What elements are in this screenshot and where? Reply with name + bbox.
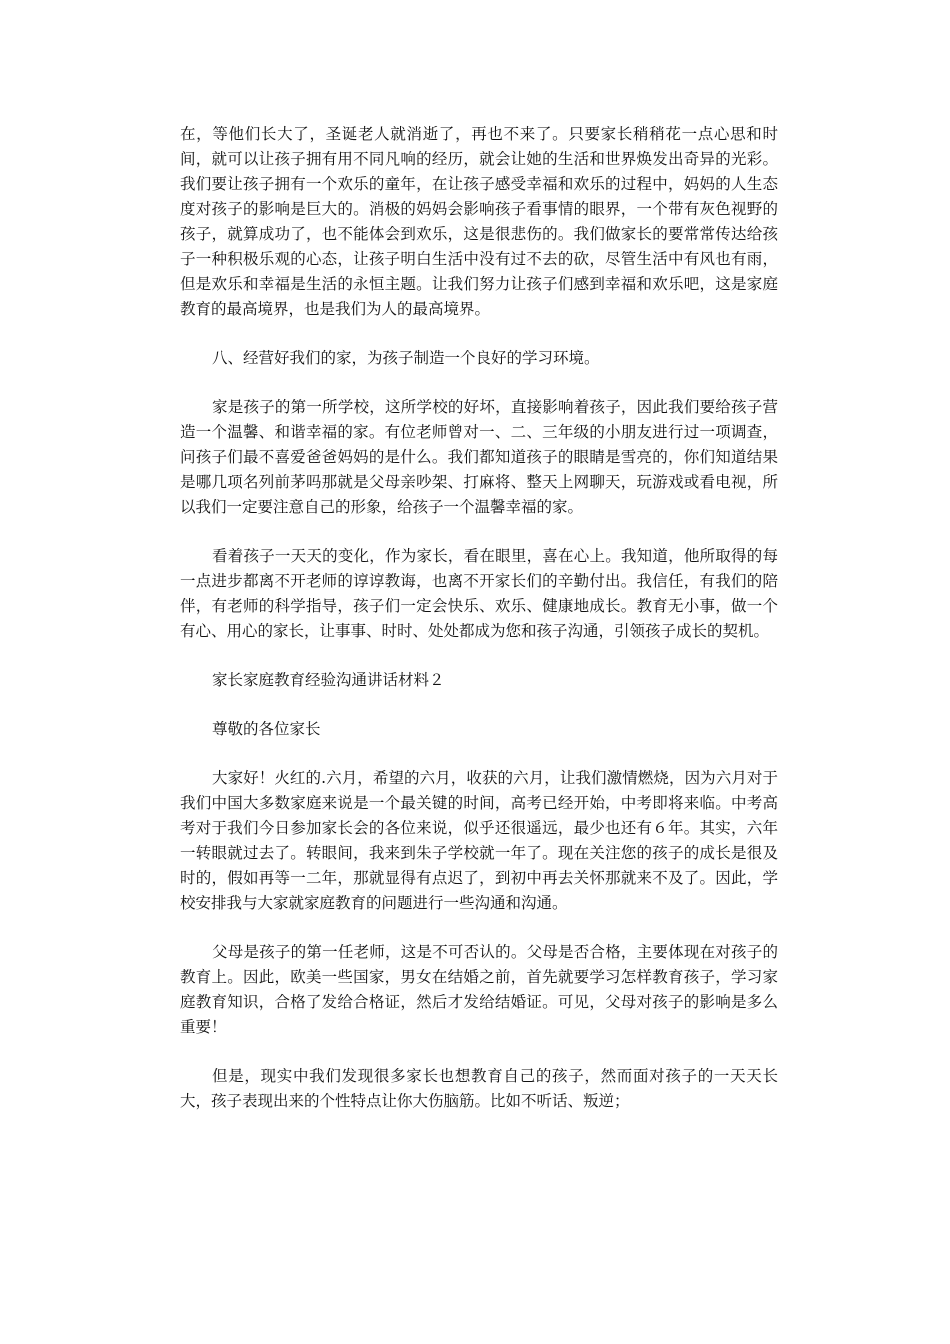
paragraph-happiness-conclusion: 在，等他们长大了，圣诞老人就消逝了，再也不来了。只要家长稍稍花一点心思和时间，就可以让孩子拥有用不同凡响的经历，就会让她的生活和世界焕发出奇异的光彩。我们要让孩子拥有一个欢乐的童年，在让孩子感受幸福和欢乐的过程中，妈妈的人生态度对孩子的影响是巨大的。消极的妈妈会影响孩子看事情的眼界，一个带有灰色视野的孩子，就算成功了，也不能体会到欢乐，这是很悲伤的。我们做家长的要常常传达给孩子一种积极乐观的心态，让孩子明白生活中没有过不去的砍，尽管生活中有风也有雨，但是欢乐和幸福是生活的永恒主题。让我们努力让孩子们感到幸福和欢乐吧，这是家庭教育的最高境界，也是我们为人的最高境界。 (180, 125, 778, 318)
document-page (180, 122, 778, 1114)
paragraph-parents-first-teacher: 父母是孩子的第一任老师，这是不可否认的。父母是否合格，主要体现在对孩子的教育上。因此，欧美一些国家，男女在结婚之前，首先就要学习怎样教育孩子，学习家庭教育知识，合格了发给合格证，然后才发给结婚证。可见，父母对孩子的影响是多么重要！ (180, 943, 778, 1036)
paragraph-reality-challenges: 但是，现实中我们发现很多家长也想教育自己的孩子，然而面对孩子的一天天长大，孩子表现出来的个性特点让你大伤脑筋。比如不听话、叛逆； (180, 1067, 778, 1110)
paragraph-greeting-june: 大家好！火红的.六月，希望的六月，收获的六月，让我们激情燃烧，因为六月对于我们中国大多数家庭来说是一个最关键的时间，高考已经开始，中考即将来临。中考高考对于我们今日参加家长会的各位来说，似乎还很遥远，最少也还有６年。其实，六年一转眼就过去了。转眼间，我来到朱子学校就一年了。现在关注您的孩子的成长是很及时的，假如再等一二年，那就显得有点迟了，到初中再去关怀那就来不及了。因此，学校安排我与大家就家庭教育的问题进行一些沟通和沟通。 (180, 769, 778, 912)
salutation: 尊敬的各位家长 (212, 720, 321, 738)
paragraph-home-school: 家是孩子的第一所学校，这所学校的好坏，直接影响着孩子，因此我们要给孩子营造一个温馨、和谐幸福的家。有位老师曾对一、二、三年级的小朋友进行过一项调查，问孩子们最不喜爱爸爸妈妈的是什么。我们都知道孩子的眼睛是雪亮的，你们知道结果是哪几项名列前茅吗那就是父母亲吵架、打麻将、整天上网聊天，玩游戏或看电视，所以我们一定要注意自己的形象，给孩子一个温馨幸福的家。 (180, 398, 778, 516)
section-heading-eight: 八、经营好我们的家，为孩子制造一个良好的学习环境。 (212, 349, 600, 367)
document-title-2: 家长家庭教育经验沟通讲话材料２ (212, 671, 445, 689)
paragraph-child-growth: 看着孩子一天天的变化，作为家长，看在眼里，喜在心上。我知道，他所取得的每一点进步都离不开老师的谆谆教诲，也离不开家长们的辛勤付出。我信任，有我们的陪伴，有老师的科学指导，孩子们一定会快乐、欢乐、健康地成长。教育无小事，做一个有心、用心的家长，让事事、时时、处处都成为您和孩子沟通，引领孩子成长的契机。 (180, 547, 778, 640)
